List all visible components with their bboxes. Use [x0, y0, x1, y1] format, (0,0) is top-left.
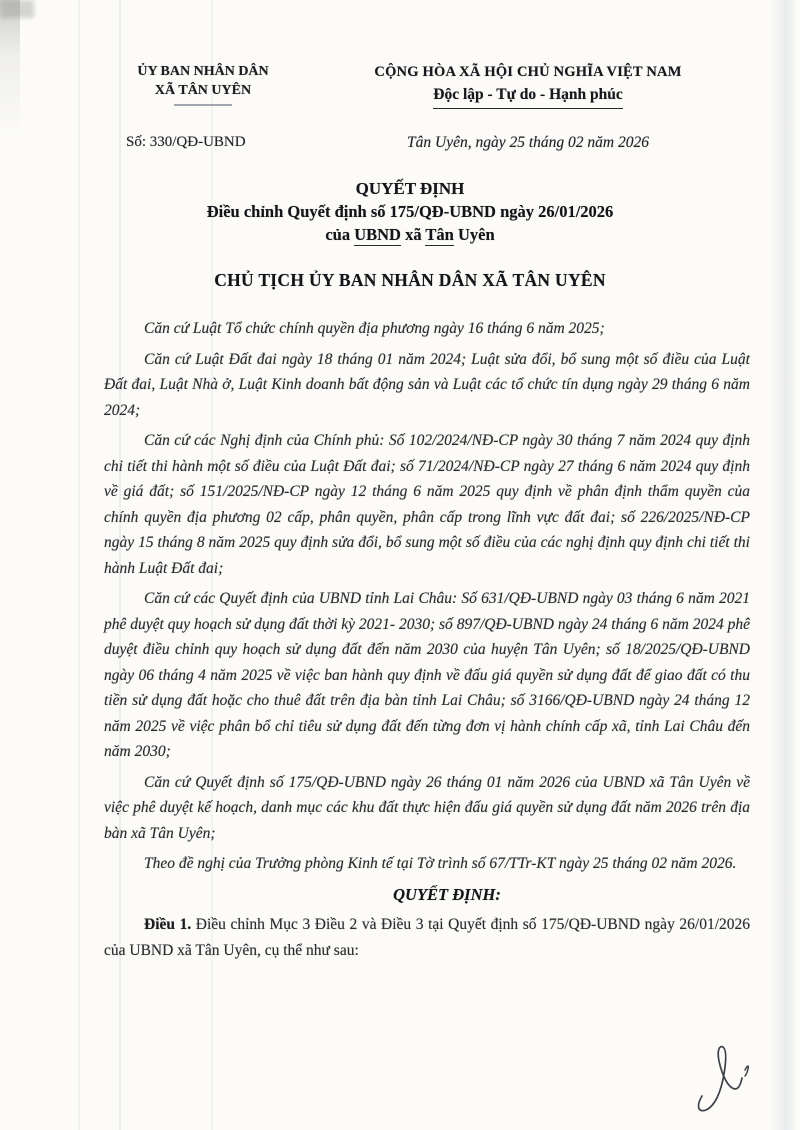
handwritten-initial-signature [688, 1038, 772, 1122]
issuer-mid: xã [400, 225, 426, 244]
authority-heading: CHỦ TỊCH ỦY BAN NHÂN DÂN XÃ TÂN UYÊN [214, 270, 606, 290]
document-title-block [70, 178, 750, 246]
signature-squiggle-icon [688, 1038, 772, 1122]
document-issuer-line [70, 223, 750, 246]
scan-smudge [0, 0, 20, 140]
issuer-tan-underlined: Tân [425, 225, 454, 244]
recital-paragraph: Theo đề nghị của Trưởng phòng Kinh tế tại Tờ trình số 67/TTr-KT ngày 25 tháng 02 năm 2026. [144, 855, 737, 872]
national-title: CỘNG HÒA XÃ HỘI CHỦ NGHĨA VIỆT NAM [374, 64, 682, 80]
document-body [104, 316, 750, 968]
decision-heading: QUYẾT ĐỊNH: [393, 884, 501, 904]
issuer-ubnd-underlined: UBND [354, 225, 401, 244]
recital-paragraph: Căn cứ các Nghị định của Chính phủ: Số 102/2024/NĐ-CP ngày 30 tháng 7 năm 2024 quy định chi tiết thi hành một số điều của Luật Đất đai; số 71/2024/NĐ-CP ngày 27 tháng 6 năm 2024 quy định về giá đất; số 151/2025/NĐ-CP ngày 12 tháng 6 năm 2025 quy định về phân định thẩm quyền của chính quyền địa phương 02 cấp, phân quyền, phân cấp trong lĩnh vực đất đai; số 226/2025/NĐ-CP ngày 15 tháng 8 năm 2025 quy định sửa đổi, bổ sung một số điều của các nghị định quy định chi tiết thi hành Luật Đất đai; [104, 432, 750, 577]
article-1-paragraph [104, 912, 750, 963]
header-left-rule [174, 104, 232, 106]
issuing-authority-block [112, 62, 294, 106]
document-number: Số: 330/QĐ-UBND [126, 134, 246, 150]
issuer-pre: của [325, 225, 355, 244]
scan-artifact-band [770, 0, 796, 1130]
recital-paragraph: Căn cứ Quyết định số 175/QĐ-UBND ngày 26 tháng 01 năm 2026 của UBND xã Tân Uyên về việc phê duyệt kế hoạch, danh mục các khu đất thực hiện đấu giá quyền sử dụng đất năm 2026 trên địa bàn xã Tân Uyên; [104, 773, 750, 842]
article-1-text: Điều chỉnh Mục 3 Điều 2 và Điều 3 tại Quyết định số 175/QĐ-UBND ngày 26/01/2026 của UBND xã Tân Uyên, cụ thể như sau: [104, 916, 751, 959]
scan-artifact-line [78, 0, 80, 1130]
recital-paragraph: Căn cứ các Quyết định của UBND tỉnh Lai Châu: Số 631/QĐ-UBND ngày 03 tháng 6 năm 2021 phê duyệt quy hoạch sử dụng đất thời kỳ 2021- 2030; số 897/QĐ-UBND ngày 24 tháng 6 năm 2024 phê duyệt điều chỉnh quy hoạch sử dụng đất đến năm 2030 của huyện Tân Uyên; số 18/2025/QĐ-UBND ngày 06 tháng 4 năm 2025 về việc ban hành quy định về đấu giá quyền sử dụng đất để giao đất có thu tiền sử dụng đất hoặc cho thuê đất trên địa bàn tỉnh Lai Châu; số 3166/QĐ-UBND ngày 24 tháng 12 năm 2025 về việc phân bổ chỉ tiêu sử dụng đất đến từng đơn vị hành chính cấp xã, tỉnh Lai Châu đến năm 2030; [104, 590, 750, 760]
recital-paragraph: Căn cứ Luật Đất đai ngày 18 tháng 01 năm 2024; Luật sửa đổi, bổ sung một số điều của Luật Đất đai, Luật Nhà ở, Luật Kinh doanh bất động sản và Luật các tổ chức tín dụng ngày 29 tháng 6 năm 2024; [104, 350, 750, 419]
national-header-block [336, 62, 720, 109]
issuing-authority-name: XÃ TÂN UYÊN [154, 83, 252, 98]
issuing-authority-parent: ỦY BAN NHÂN DÂN [137, 64, 269, 79]
place-date-line: Tân Uyên, ngày 25 tháng 02 năm 2026 [407, 134, 649, 151]
scan-smudge [0, 0, 34, 18]
article-1-label: Điều 1. [144, 916, 192, 933]
national-motto: Độc lập - Tự do - Hạnh phúc [433, 84, 622, 109]
document-type-title: QUYẾT ĐỊNH [355, 179, 465, 198]
article-1 [104, 912, 750, 963]
issuer-post: Uyên [453, 225, 495, 244]
recital-paragraph: Căn cứ Luật Tổ chức chính quyền địa phương ngày 16 tháng 6 năm 2025; [144, 320, 605, 337]
document-subject-line: Điều chỉnh Quyết định số 175/QĐ-UBND ngày 26/01/2026 [206, 202, 614, 221]
